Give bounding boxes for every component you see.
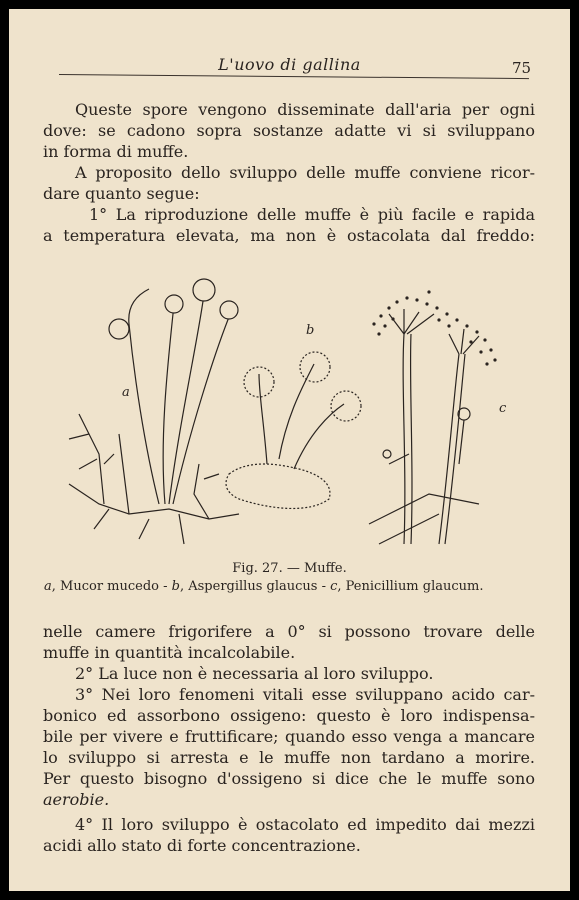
aspergillus-glaucus-drawing	[226, 352, 361, 508]
text-line: dare quanto segue:	[43, 184, 200, 203]
text-line: 2° La luce non è necessaria al loro sviluppo.	[75, 664, 434, 683]
caption-letter-a: a	[44, 579, 52, 594]
figure-label-c: c	[499, 401, 507, 416]
page-number: 75	[512, 59, 532, 77]
text-line: aerobie.	[43, 790, 110, 809]
running-header-title: L'uovo di gallina	[218, 55, 361, 74]
text-line: in forma di muffe.	[43, 142, 189, 161]
mold-illustration	[9, 264, 570, 564]
text-line: muffe in quantità incalcolabile.	[43, 643, 296, 662]
text-line: Queste spore vengono disseminate dall'aria per ogni	[75, 100, 535, 119]
intro-paragraphs	[43, 99, 535, 246]
text-line: Per questo bisogno d'ossigeno si dice che le muffe sono	[43, 769, 535, 788]
figure-caption-title: Fig. 27. — Muffe.	[232, 561, 347, 576]
text-line: A proposito dello sviluppo delle muffe conviene ricor-	[75, 163, 535, 182]
penicillium-spores	[372, 290, 496, 365]
figure-caption	[44, 579, 514, 594]
caption-name-b: , Aspergillus glaucus -	[179, 579, 331, 594]
text-line: bile per vivere e fruttificare; quando esso venga a mancare	[43, 727, 535, 746]
text-line: 4° Il loro sviluppo è ostacolato ed impedito dai mezzi	[75, 815, 535, 834]
text-line: bonico ed assorbono ossigeno: questo è loro indispensa-	[43, 706, 535, 725]
book-page	[9, 9, 570, 891]
header-rule	[59, 74, 529, 79]
caption-name-c: , Penicillium glaucum.	[337, 579, 484, 594]
figure-label-a: a	[122, 385, 130, 400]
text-line: acidi allo stato di forte concentrazione.	[43, 836, 361, 855]
continuation-paragraphs	[43, 621, 535, 856]
text-line: dove: se cadono sopra sostanze adatte vi si sviluppano	[43, 121, 535, 140]
text-line: 3° Nei loro fenomeni vitali esse sviluppano acido car-	[75, 685, 535, 704]
mucor-mucedo-drawing	[69, 279, 239, 544]
caption-name-a: , Mucor mucedo -	[51, 579, 172, 594]
caption-letter-c: c	[330, 579, 338, 594]
text-line: nelle camere frigorifere a 0° si possono trovare delle	[43, 622, 535, 641]
text-line: a temperatura elevata, ma non è ostacolata dal freddo:	[43, 226, 535, 245]
caption-letter-b: b	[171, 579, 180, 594]
text-line: 1° La riproduzione delle muffe è più facile e rapida	[89, 205, 535, 224]
penicillium-glaucum-drawing	[369, 309, 479, 544]
text-line: lo sviluppo si arresta e le muffe non tardano a morire.	[43, 748, 535, 767]
figure-label-b: b	[306, 323, 315, 338]
